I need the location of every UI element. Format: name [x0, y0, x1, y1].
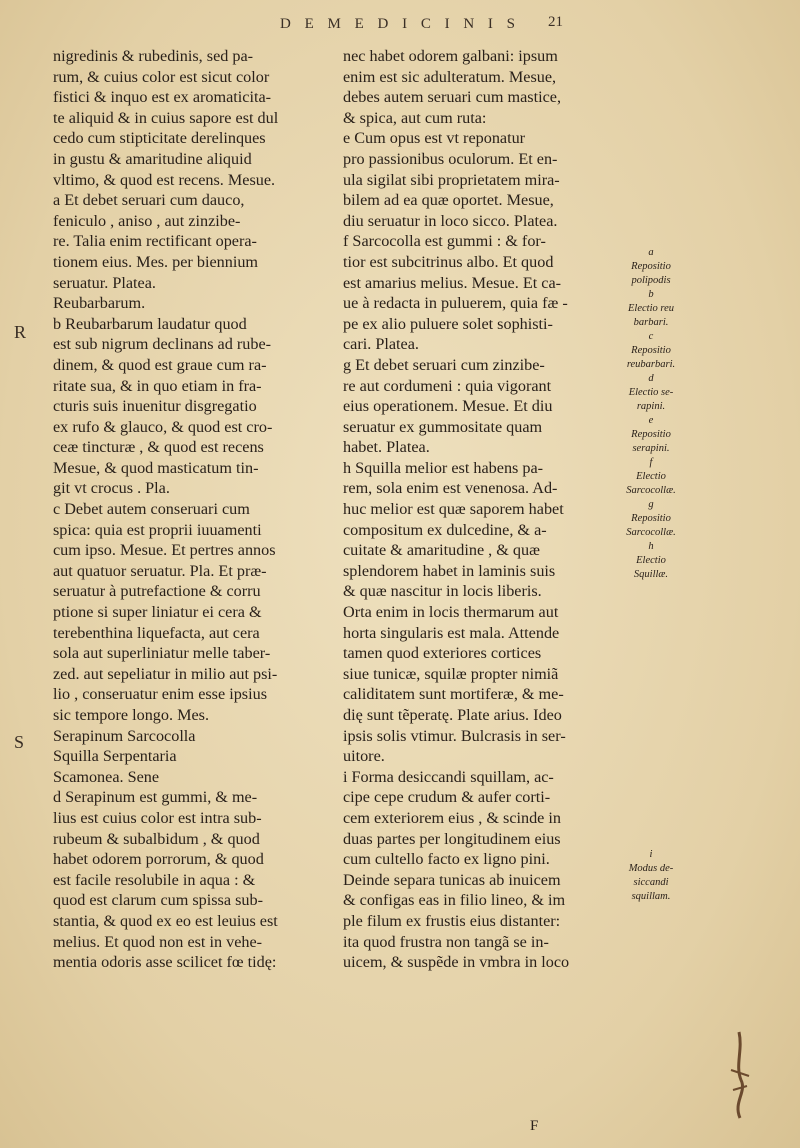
text-line: b Reubarbarum laudatur quod [53, 314, 247, 333]
text-line: Mesue, & quod masticatum tin- [53, 458, 259, 477]
text-line: habet odorem porrorum, & quod [53, 850, 264, 869]
text-line: splendorem habet in laminis suis [343, 561, 556, 580]
text-line: spica: quia est proprii iuuamenti [53, 520, 262, 539]
text-line: g Et debet seruari cum zinzibe- [343, 355, 545, 374]
margin-note-line: Sarcocollæ. [626, 485, 676, 496]
text-line: pro passionibus oculorum. Et en- [343, 149, 558, 168]
text-line: rubeum & subalbidum , & quod [53, 829, 260, 848]
margin-note-line: polipodis [631, 275, 671, 286]
margin-note-line: a [648, 247, 654, 258]
text-line: & quæ nascitur in locis liberis. [343, 582, 542, 601]
text-line: & spica, aut cum ruta: [343, 108, 487, 127]
text-line: uitore. [343, 747, 385, 766]
text-line: re aut cordumeni : quia vigorant [343, 376, 552, 395]
text-line: ula sigilat sibi proprietatem mira- [343, 170, 560, 189]
text-line: c Debet autem conseruari cum [53, 500, 250, 519]
text-line: cem exteriorem eius , & scinde in [343, 808, 562, 827]
text-line: seruatur à putrefactione & corru [53, 582, 261, 601]
text-line: h Squilla melior est habens pa- [343, 458, 544, 477]
text-line: cum cultello facto ex ligno pini. [343, 850, 550, 869]
text-line: rum, & cuius color est sicut color [53, 67, 270, 86]
text-line: melius. Et quod non est in vehe- [53, 932, 263, 951]
text-line: lius est cuius color est intra sub- [53, 808, 262, 827]
text-line: in gustu & amaritudine aliquid [53, 149, 252, 168]
text-line: cturis suis inuenitur disgregatio [53, 397, 257, 416]
text-line: a Et debet seruari cum dauco, [53, 191, 245, 210]
margin-letter-s: S [14, 732, 25, 752]
text-line: huc melior est quæ saporem habet [343, 500, 564, 519]
text-line: stantia, & quod ex eo est leuius est [53, 911, 278, 930]
margin-note-line: squillam. [631, 891, 671, 902]
text-line: mentia odoris asse scilicet fœ tidę: [53, 953, 277, 972]
text-line: eius operationem. Mesue. Et diu [343, 397, 553, 416]
text-line: d Serapinum est gummi, & me- [53, 788, 258, 807]
text-line: sic tempore longo. Mes. [53, 706, 210, 724]
text-line: ue à redacta in puluerem, quia fæ - [343, 294, 568, 313]
margin-note-line: Electio se- [628, 387, 674, 398]
page-number: 21 [548, 14, 563, 30]
text-line: compositum ex dulcedine, & a- [343, 520, 547, 539]
text-line: re. Talia enim rectificant opera- [53, 232, 257, 251]
text-line: git vt crocus . Pla. [53, 479, 170, 498]
ink-mark-icon [725, 1030, 755, 1120]
margin-note-line: Repositio [631, 261, 671, 272]
text-line: seruatur. Platea. [53, 273, 156, 292]
margin-note-line: h [648, 541, 654, 552]
text-line: est facile resolubile in aqua : & [53, 870, 256, 889]
text-line: cipe cepe crudum & aufer corti- [343, 788, 551, 807]
text-line: ceæ tincturæ , & quod est recens [53, 438, 264, 457]
margin-note-line: d [648, 373, 654, 384]
text-line: Deinde separa tunicas ab inuicem [343, 870, 561, 889]
margin-note-line: f [649, 457, 653, 468]
text-line: uicem, & suspẽde in vmbra in loco [343, 953, 570, 972]
text-line: cum ipso. Mesue. Et pertres annos [53, 541, 276, 560]
signature-mark: F [530, 1118, 539, 1134]
text-line: fistici & inquo est ex aromaticita- [53, 88, 272, 107]
margin-note-line: e [648, 415, 654, 426]
text-line: duas partes per longitudinem eius [343, 829, 561, 848]
text-line: cari. Platea. [343, 335, 419, 354]
text-line: dię sunt tẽperatę. Plate arius. Ideo [343, 706, 562, 724]
margin-note-line: Repositio [631, 345, 671, 356]
text-line: sola aut superliniatur melle taber- [53, 644, 271, 663]
text-line: enim est sic adulteratum. Mesue, [343, 67, 557, 86]
margin-note-line: serapini. [632, 443, 670, 454]
margin-note-line: i [649, 849, 653, 860]
margin-note-line: siccandi [633, 877, 669, 888]
margin-note-line: c [648, 331, 654, 342]
margin-letter-r: R [14, 322, 27, 342]
margin-notes [614, 246, 688, 582]
text-line: ita quod frustra non tangã se in- [343, 932, 549, 951]
text-line: Orta enim in locis thermarum aut [343, 603, 559, 622]
text-line: seruatur ex gummositate quam [343, 417, 543, 436]
text-line: caliditatem sunt mortiferæ, & me- [343, 685, 564, 704]
margin-note-line: rapini. [636, 401, 666, 412]
text-line: cuitate & amaritudine , & quæ [343, 541, 540, 560]
text-line: feniculo , aniso , aut zinzibe- [53, 211, 241, 230]
text-line: aut quatuor seruatur. Pla. Et præ- [53, 561, 267, 580]
text-line: lio , conseruatur enim esse ipsius [53, 685, 267, 704]
right-text-column [343, 46, 605, 973]
text-line: Squilla Serpentaria [53, 747, 177, 766]
margin-note-line: reubarbari. [626, 359, 676, 370]
text-line: ptione si super liniatur ei cera & [53, 603, 262, 622]
text-line: pe ex alio puluere solet sophisti- [343, 314, 553, 333]
margin-note-line: Sarcocollæ. [626, 527, 676, 538]
text-line: e Cum opus est vt reponatur [343, 129, 526, 148]
margin-note-line: Squillæ. [633, 569, 669, 580]
margin-note-line: Modus de- [628, 863, 674, 874]
text-line: tior est subcitrinus albo. Et quod [343, 252, 554, 271]
text-line: habet. Platea. [343, 438, 430, 457]
text-line: tamen quod exteriores cortices [343, 644, 542, 663]
running-head: D E M E D I C I N I S [280, 16, 520, 32]
text-line: terebenthina liquefacta, aut cera [53, 623, 260, 642]
text-line: zed. aut sepeliatur in milio aut psi- [53, 664, 278, 683]
margin-note-line: Electio [636, 471, 666, 482]
text-line: nec habet odorem galbani: ipsum [343, 47, 558, 65]
text-line: bilem ad ea quæ oportet. Mesue, [343, 191, 554, 210]
text-line: siue tunicæ, squilæ propter nimiã [343, 664, 559, 683]
margin-note-line: Repositio [631, 513, 671, 524]
text-line: quod est clarum cum spissa sub- [53, 891, 263, 910]
text-line: tionem eius. Mes. per biennium [53, 252, 259, 271]
text-line: est sub nigrum declinans ad rube- [53, 335, 272, 354]
text-line: te aliquid & in cuius sapore est dul [53, 108, 279, 127]
text-line: ipsis solis vtimur. Bulcrasis in ser- [343, 726, 566, 745]
text-line: Scamonea. Sene [53, 767, 160, 786]
margin-note-line: Electio reu [628, 303, 674, 314]
text-line: Serapinum Sarcocolla [53, 726, 196, 745]
text-line: i Forma desiccandi squillam, ac- [343, 767, 554, 786]
margin-note-line: barbari. [633, 317, 669, 328]
margin-note-line: b [648, 289, 654, 300]
left-text-column [53, 46, 335, 973]
text-line: horta singularis est mala. Attende [343, 623, 560, 642]
text-line: f Sarcocolla est gummi : & for- [343, 232, 546, 251]
text-line: cedo cum stipticitate derelinques [53, 129, 266, 148]
margin-note-line: Repositio [631, 429, 671, 440]
text-line: est amarius melius. Mesue. Et ca- [343, 273, 562, 292]
margin-note-line: Electio [636, 555, 666, 566]
text-line: rem, sola enim est venenosa. Ad- [343, 479, 558, 498]
text-line: nigredinis & rubedinis, sed pa- [53, 47, 254, 65]
text-line: ritate sua, & in quo etiam in fra- [53, 376, 262, 395]
text-line: vltimo, & quod est recens. Mesue. [53, 170, 276, 189]
text-line: dinem, & quod est graue cum ra- [53, 355, 267, 374]
margin-note-line: g [648, 499, 654, 510]
text-line: ple filum ex frustis eius distanter: [343, 911, 561, 930]
text-line: debes autem seruari cum mastice, [343, 88, 561, 107]
margin-note-i [614, 848, 688, 904]
text-line: diu seruatur in loco sicco. Platea. [343, 211, 558, 230]
text-line: ex rufo & glauco, & quod est cro- [53, 417, 273, 436]
text-line: Reubarbarum. [53, 294, 146, 313]
text-line: & configas eas in filio lineo, & im [343, 891, 566, 910]
